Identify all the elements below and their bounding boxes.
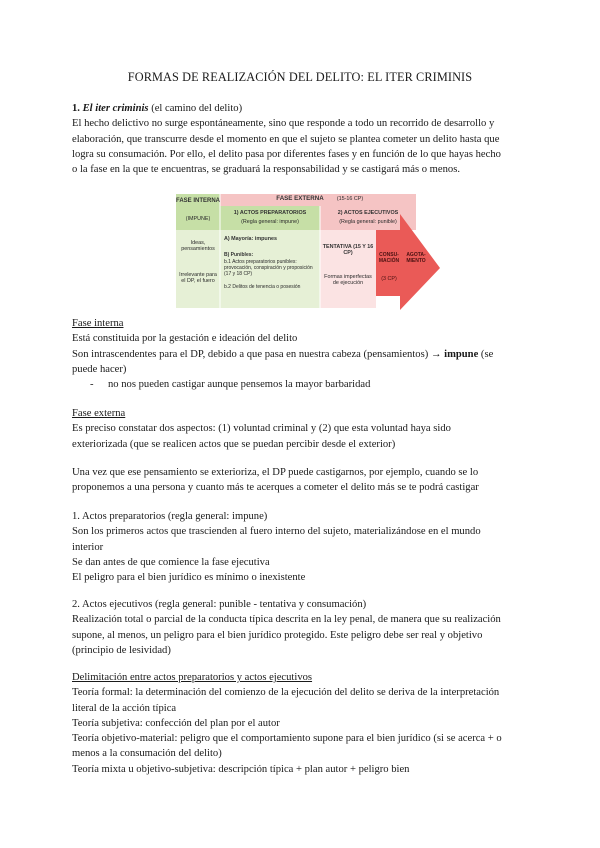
actos-ejec-line: (principio de lesividad) [72, 644, 171, 656]
tentativa-label: TENTATIVA (15 Y 16 CP) [322, 244, 374, 257]
intro-heading-rest: (el camino del delito) [148, 103, 243, 114]
actos-prep-line: interior [72, 541, 104, 553]
intro-line: logra su consumación. Por ello, el delito pasa por diferentes fases y en función de lo que hayas hecho [72, 148, 501, 160]
delimitacion-line: menos a la consumación del delito) [72, 748, 222, 760]
actos-ejec-heading: 2. Actos ejecutivos (regla general: punible - tentativa y consumación) [72, 599, 367, 610]
actos-ejecutivos-section [72, 597, 530, 658]
punibles-title: B) Punibles: [224, 252, 254, 258]
fase-externa-para2-line: Una vez que ese pensamiento se exterioriza, el DP puede castigarnos, por ejemplo, cuando se lo [72, 467, 479, 478]
iter-criminis-diagram [176, 192, 442, 312]
actos-ejec-line: supone, al menos, un peligro para el bien jurídico protegido. Este peligro debe ser real y objetivo [72, 629, 483, 641]
actos-preparatorios-section [72, 509, 530, 585]
actos-prep-line: El peligro para el bien jurídico es mínimo o inexistente [72, 572, 306, 584]
tentativa-bg [320, 230, 376, 308]
delimitacion-line: Teoría objetivo-material: peligro que el comportamiento supone para el bien jurídico (si se acerca + o [72, 733, 502, 745]
delimitacion-section [72, 670, 530, 777]
bullet-text: no nos pueden castigar aunque pensemos la mayor barbaridad [108, 379, 371, 391]
intro-heading-number: 1. [72, 103, 80, 114]
actos-ejec-sub: (Regla general: punible) [339, 219, 397, 225]
delimitacion-line: Teoría subjetiva: confección del plan por el autor [72, 717, 280, 729]
agotamiento-label: AGOTA-MIENTO [406, 252, 426, 265]
fase-interna-line [72, 347, 530, 362]
intro-line: o la fase en la que te encuentras, se graduará la responsabilidad y se castigará más o menos. [72, 164, 460, 176]
fase-interna-irrelevante: Irrelevante para el DP, el fuero [179, 272, 217, 285]
consumacion-label: CONSU-MACIÓN [378, 252, 400, 265]
fase-interna-bullet [72, 377, 530, 392]
fase-interna-ideas: Ideas, pensamientos [181, 240, 215, 253]
fase-interna-sub: (IMPUNE) [185, 216, 211, 222]
fase-externa-line: exteriorizada (que se realicen actos que se puedan percibir desde el exterior) [72, 438, 396, 450]
fase-externa-sub: (15-16 CP) [336, 196, 364, 202]
actos-prep-sub: (Regla general: impune) [241, 219, 299, 225]
intro-section [72, 101, 530, 177]
punibles-b1: b.1 Actos preparatorios punibles: provocación, conspiración y proposición (17 y 18 CP) [224, 259, 313, 277]
intro-line: El hecho delictivo no surge espontáneamente, sino que responde a todo un recorrido de desarrollo y [72, 118, 495, 130]
actos-prep-line: Son los primeros actos que trascienden al fuero interno del sujeto, materializándose en el mundo [72, 526, 481, 538]
fase-externa-section [72, 406, 530, 452]
fase-interna-line2a: Son intrascendentes para el DP, debido a que pasa en nuestra cabeza (pensamientos) → [72, 348, 445, 360]
fase-externa-line: Es preciso constatar dos aspectos: (1) voluntad criminal y (2) que esta voluntad haya sido [72, 423, 451, 435]
fase-externa-heading: Fase externa [72, 408, 126, 419]
actos-ejec-title: 2) ACTOS EJECUTIVOS [337, 210, 399, 216]
fase-interna-line2c: (se [478, 348, 494, 360]
fase-interna-section [72, 316, 530, 392]
fase-externa-title: FASE EXTERNA [276, 195, 324, 202]
intro-line: elaboración, que transcurre desde el momento en que el sujeto se plantea cometer un delito hasta que [72, 133, 500, 145]
actos-prep-line: Se dan antes de que comience la fase ejecutiva [72, 556, 270, 568]
bullet-dash: - [90, 379, 94, 391]
actos-prep-title: 1) ACTOS PREPARATORIOS [233, 210, 307, 216]
intro-heading-bold: El iter criminis [82, 103, 149, 114]
delimitacion-line: literal de la acción típica [72, 702, 177, 714]
delimitacion-line: Teoría formal: la determinación del comienzo de la ejecución del delito se deriva de la interpretación [72, 687, 500, 699]
actos-ejec-line: Realización total o parcial de la conducta típica descrita en la ley penal, de manera que su realización [72, 614, 501, 626]
fase-interna-line: puede hacer) [72, 363, 127, 375]
delimitacion-line: Teoría mixta u objetivo-subjetiva: descripción típica + plan autor + peligro bien [72, 763, 410, 775]
delimitacion-heading: Delimitación entre actos preparatorios y actos ejecutivos [72, 672, 313, 683]
fase-interna-line: Está constituida por la gestación e ideación del delito [72, 333, 298, 345]
consumacion-cp: (3 CP) [381, 276, 397, 282]
punibles-b2: b.2 Delitos de tenencia o posesión [224, 284, 301, 290]
impune-keyword: impune [444, 348, 479, 360]
formas-imperfectas: Formas imperfectas de ejecución [324, 274, 372, 287]
actos-prep-heading: 1. Actos preparatorios (regla general: impune) [72, 511, 268, 522]
fase-interna-title: FASE INTERNA [176, 198, 221, 204]
intro-heading [72, 101, 530, 116]
fase-externa-para2 [72, 465, 530, 496]
page-title: FORMAS DE REALIZACIÓN DEL DELITO: EL ITER CRIMINIS [127, 70, 473, 84]
fase-interna-heading: Fase interna [72, 318, 124, 329]
mayoria-impunes: A) Mayoría: impunes [224, 236, 278, 242]
fase-externa-para2-line: proponemos a una persona y cuanto más te acerques a cometer el delito más se te podrá castigar [72, 482, 479, 494]
